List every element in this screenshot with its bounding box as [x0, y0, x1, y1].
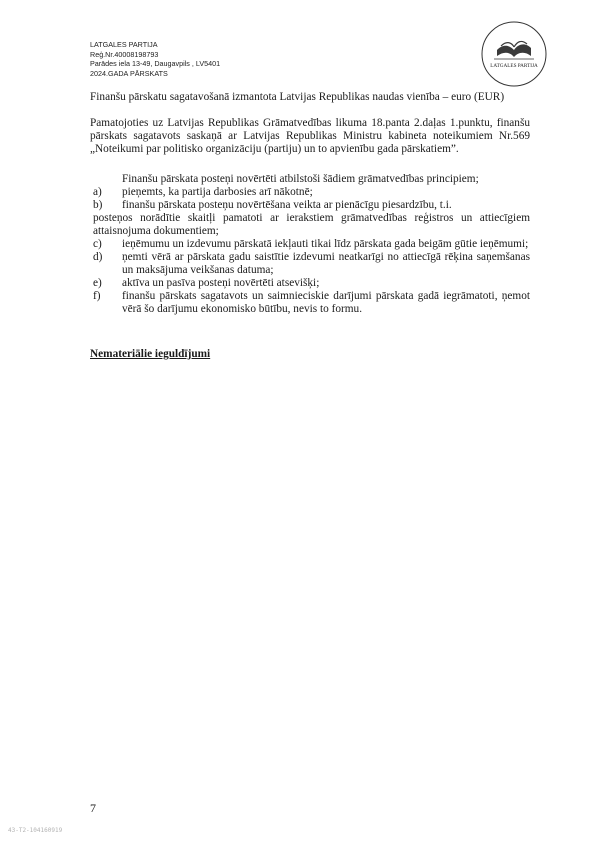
list-text: pieņemts, ka partija darbosies arī nākotnē;: [122, 186, 313, 198]
logo-text: LATGALES PARTIJA: [490, 63, 538, 69]
list-item: [93, 290, 530, 316]
page-number: 7: [90, 801, 96, 815]
report-title: 2024.GADA PĀRSKATS: [90, 68, 168, 78]
currency-paragraph: Finanšu pārskatu sagatavošanā izmantota Latvijas Republikas naudas vienība – euro (EUR): [90, 91, 505, 103]
org-name: LATGALES PARTIJA: [90, 40, 158, 49]
principles-list: [93, 186, 530, 316]
list-item: [93, 251, 530, 277]
list-item: [93, 186, 530, 199]
list-text: finanšu pārskats sagatavots un saimnieciskie darījumi pārskata gadā iegrāmatoti, ņemot vērā šo darījumu ekonomisko būtību, nevis to formu.: [122, 290, 530, 315]
address: Parādes iela 13-49, Daugavpils , LV5401: [90, 59, 221, 69]
list-item: [93, 277, 530, 290]
list-text: aktīva un pasīva posteņi novērtēti atsevišķi;: [122, 277, 320, 289]
basis-paragraph: Pamatojoties uz Latvijas Republikas Grāmatvedības likuma 18.panta 2.daļas 1.punktu, finanšu pārskats sagatavots saskaņā ar Latvijas Republikas Ministru kabineta noteikumiem Nr.569 „Noteikumi par politisko organizāciju (partiju) un to apvienību gada pārskatiem”.: [90, 117, 530, 155]
list-marker: f): [93, 290, 101, 302]
list-continuation: posteņos norādītie skaitļi pamatoti ar ierakstiem grāmatvedības reģistros un attiecīgiem attaisnojuma dokumentiem;: [93, 212, 530, 237]
book-emblem-icon: [480, 20, 548, 88]
principles-intro: Finanšu pārskata posteņi novērtēti atbilstoši šādiem grāmatvedības principiem;: [122, 173, 479, 185]
party-logo: [480, 20, 548, 88]
list-marker: d): [93, 251, 103, 263]
document-header: [90, 40, 220, 78]
list-marker: e): [93, 277, 102, 289]
list-text: finanšu pārskata posteņu novērtēšana veikta ar pienācīgu piesardzību, t.i.: [122, 199, 452, 211]
footer-code: 43-T2-104160919: [8, 827, 63, 834]
section-heading: Nemateriālie ieguldījumi: [90, 348, 211, 360]
list-text: ņemti vērā ar pārskata gadu saistītie izdevumi neatkarīgi no attiecīgā rēķina saņemšanas un maksājuma veikšanas datuma;: [122, 251, 530, 276]
registration-number: Reģ.Nr.40008198793: [90, 49, 159, 59]
list-marker: b): [93, 199, 103, 211]
list-item: [93, 238, 530, 251]
list-marker: a): [93, 186, 102, 198]
list-text: ieņēmumu un izdevumu pārskatā iekļauti tikai līdz pārskata gada beigām gūtie ieņēmumi;: [122, 238, 529, 250]
list-item: [93, 199, 530, 212]
list-marker: c): [93, 238, 102, 250]
